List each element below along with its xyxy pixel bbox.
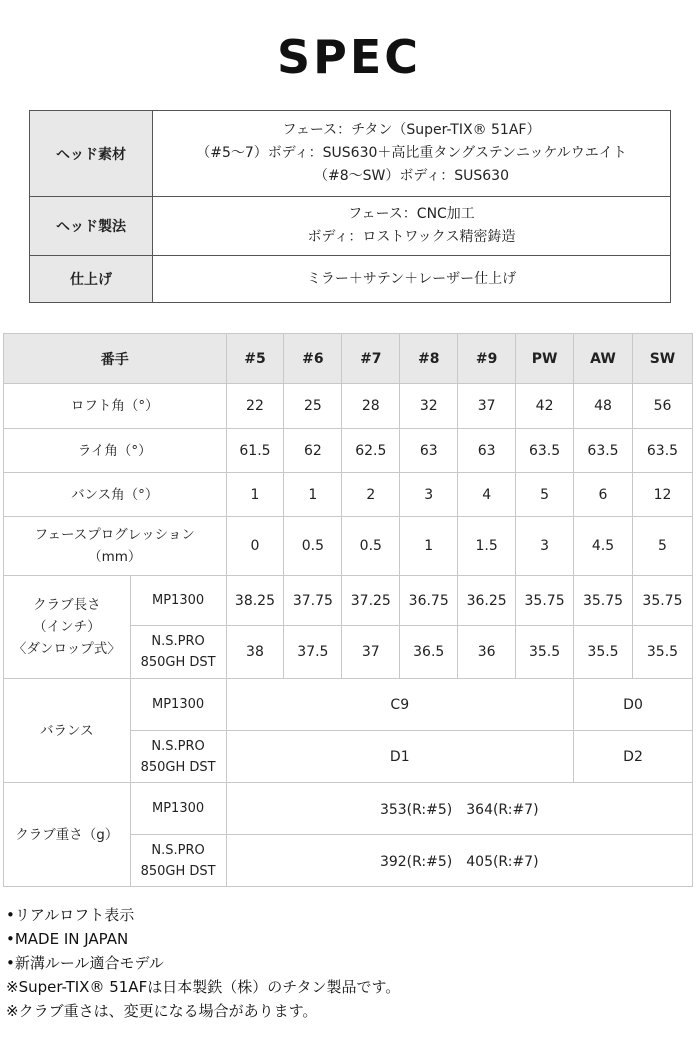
finish-line: ミラー＋サテン＋レーザー仕上げ (306, 270, 517, 287)
shaft-name (130, 679, 226, 731)
length-cell: 35.5 (632, 626, 692, 679)
loft-cell: 22 (226, 384, 284, 429)
head-method-line: ボディ：ロストワックス精密鋳造 (307, 229, 516, 245)
balance-cell-5-to-pw: C9 (226, 679, 574, 731)
balance-cell-5-to-pw: D1 (226, 731, 574, 783)
head-material-label: ヘッド素材 (30, 111, 153, 197)
length-cell: 37.5 (284, 626, 342, 679)
face-progression-label (4, 517, 227, 576)
lie-cell: 63.5 (516, 429, 574, 473)
length-cell: 36.25 (458, 576, 516, 626)
shaft-name-line: MP1300 (152, 801, 205, 816)
shaft-name-line: N.S.PRO (151, 842, 205, 858)
bounce-cell: 3 (400, 473, 458, 517)
loft-cell: 32 (400, 384, 458, 429)
shaft-name-line: 850GH DST (140, 759, 216, 775)
length-cell: 36.5 (400, 626, 458, 679)
head-material-line: フェース：チタン（Super-TIX® 51AF） (282, 122, 541, 138)
bounce-cell: 1 (284, 473, 342, 517)
lie-cell: 62 (284, 429, 342, 473)
face-progression-cell: 0 (226, 517, 284, 576)
head-material-line: （#5〜7）ボディ：SUS630＋高比重タングステンニッケルウエイト (196, 145, 627, 161)
club-spec-table (3, 333, 693, 887)
shaft-name-line: 850GH DST (140, 655, 216, 670)
club-weight-label: クラブ重さ（g） (4, 783, 131, 887)
loft-cell: 48 (574, 384, 633, 429)
club-length-label-line: 〈ダンロップ式〉 (12, 641, 121, 657)
length-cell: 35.75 (574, 576, 633, 626)
head-material-line: （#8〜SW）ボディ：SUS630 (314, 168, 509, 184)
length-cell: 35.5 (574, 626, 633, 679)
bounce-label: バンス角（°） (4, 473, 227, 517)
club-length-label-line: （インチ） (33, 619, 101, 635)
balance-cell-aw-sw: D0 (574, 679, 693, 731)
loft-cell: 25 (284, 384, 342, 429)
club-number-header: 番手 (4, 334, 227, 384)
club-header: PW (516, 334, 574, 384)
lie-row (4, 429, 693, 473)
lie-cell: 63 (400, 429, 458, 473)
balance-row-mp1300 (4, 679, 693, 731)
shaft-name-line: N.S.PRO (151, 634, 205, 649)
page-title: SPEC (276, 30, 422, 84)
club-header: AW (574, 334, 633, 384)
face-progression-cell: 0.5 (284, 517, 342, 576)
note-item: ※Super-TIX® 51AFは日本製鉄（株）のチタン製品です。 (6, 978, 401, 996)
weight-row-mp1300 (4, 783, 693, 835)
bounce-cell: 2 (342, 473, 400, 517)
head-method-value (153, 197, 671, 256)
loft-row (4, 384, 693, 429)
loft-cell: 28 (342, 384, 400, 429)
face-progression-cell: 3 (516, 517, 574, 576)
club-header: #8 (400, 334, 458, 384)
length-cell: 38 (226, 626, 284, 679)
weight-cell: 392(R:#5) 405(R:#7) (226, 835, 693, 887)
lie-cell: 62.5 (342, 429, 400, 473)
weight-cell: 353(R:#5) 364(R:#7) (226, 783, 693, 835)
face-progression-cell: 5 (632, 517, 692, 576)
length-cell: 37.75 (284, 576, 342, 626)
loft-cell: 56 (632, 384, 692, 429)
lie-label: ライ角（°） (4, 429, 227, 473)
head-material-row (30, 111, 671, 197)
bounce-cell: 5 (516, 473, 574, 517)
note-item: ※クラブ重さは、変更になる場合があります。 (6, 1002, 318, 1020)
length-cell: 36.75 (400, 576, 458, 626)
head-material-value (153, 111, 671, 197)
face-progression-cell: 4.5 (574, 517, 633, 576)
club-header: SW (632, 334, 692, 384)
club-header: #7 (342, 334, 400, 384)
club-header: #9 (458, 334, 516, 384)
shaft-name (130, 783, 226, 835)
finish-label: 仕上げ (30, 256, 153, 303)
loft-cell: 42 (516, 384, 574, 429)
club-header: #6 (284, 334, 342, 384)
shaft-name (130, 731, 226, 783)
shaft-name (130, 835, 226, 887)
bounce-cell: 6 (574, 473, 633, 517)
bounce-cell: 1 (226, 473, 284, 517)
note-item: •リアルロフト表示 (6, 906, 135, 924)
length-row-mp1300 (4, 576, 693, 626)
club-header: #5 (226, 334, 284, 384)
length-cell: 35.75 (516, 576, 574, 626)
lie-cell: 61.5 (226, 429, 284, 473)
shaft-name-line: MP1300 (152, 697, 205, 712)
length-cell: 38.25 (226, 576, 284, 626)
shaft-name (130, 576, 226, 626)
notes-list (6, 903, 686, 1023)
loft-label: ロフト角（°） (4, 384, 227, 429)
face-progression-cell: 0.5 (342, 517, 400, 576)
shaft-name-line: MP1300 (152, 593, 205, 608)
note-item: •新溝ルール適合モデル (6, 954, 164, 972)
bounce-row (4, 473, 693, 517)
head-method-line: フェース：CNC加工 (348, 206, 475, 222)
length-cell: 35.75 (632, 576, 692, 626)
length-cell: 37.25 (342, 576, 400, 626)
face-progression-label-line: フェースプログレッション (34, 527, 195, 543)
note-item: •MADE IN JAPAN (6, 930, 129, 948)
length-cell: 37 (342, 626, 400, 679)
lie-cell: 63.5 (574, 429, 633, 473)
club-length-label (4, 576, 131, 679)
loft-cell: 37 (458, 384, 516, 429)
face-progression-cell: 1 (400, 517, 458, 576)
face-progression-row (4, 517, 693, 576)
lie-cell: 63.5 (632, 429, 692, 473)
bounce-cell: 4 (458, 473, 516, 517)
finish-value (153, 256, 671, 303)
face-progression-label-line: （mm） (88, 549, 142, 565)
lie-cell: 63 (458, 429, 516, 473)
bounce-cell: 12 (632, 473, 692, 517)
balance-cell-aw-sw: D2 (574, 731, 693, 783)
shaft-name-line: 850GH DST (140, 863, 216, 879)
length-cell: 35.5 (516, 626, 574, 679)
club-length-label-line: クラブ長さ (33, 597, 101, 613)
head-method-label: ヘッド製法 (30, 197, 153, 256)
length-cell: 36 (458, 626, 516, 679)
finish-row (30, 256, 671, 303)
head-method-row (30, 197, 671, 256)
shaft-name-line: N.S.PRO (151, 738, 205, 754)
head-spec-table (29, 110, 671, 303)
face-progression-cell: 1.5 (458, 517, 516, 576)
header-row (4, 334, 693, 384)
shaft-name (130, 626, 226, 679)
balance-label: バランス (4, 679, 131, 783)
